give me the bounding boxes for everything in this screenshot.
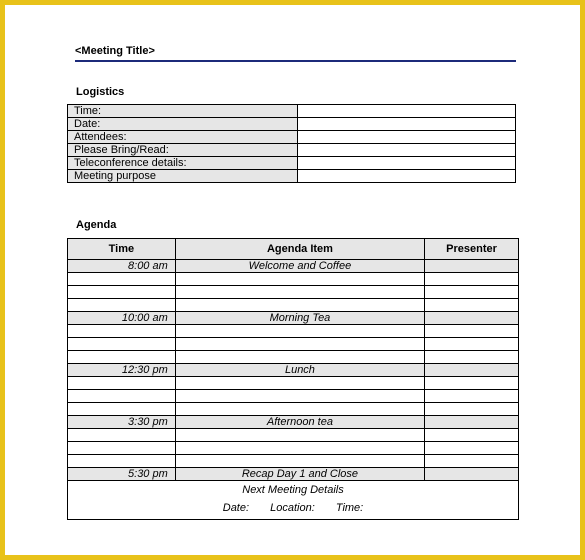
logistics-value[interactable] [298, 131, 516, 144]
agenda-presenter-cell[interactable] [425, 286, 519, 299]
agenda-item-cell[interactable] [175, 338, 424, 351]
agenda-time-cell[interactable] [68, 351, 176, 364]
agenda-presenter-cell[interactable] [425, 377, 519, 390]
agenda-item-cell[interactable] [175, 273, 424, 286]
agenda-time-cell[interactable] [68, 338, 176, 351]
agenda-row [68, 364, 519, 377]
agenda-time-cell[interactable] [68, 273, 176, 286]
next-meeting-date-label: Date: [222, 502, 250, 514]
agenda-row [68, 351, 519, 364]
agenda-presenter-cell[interactable] [425, 351, 519, 364]
agenda-item-cell[interactable] [175, 325, 424, 338]
agenda-presenter-cell[interactable] [425, 416, 519, 429]
agenda-presenter-cell[interactable] [425, 455, 519, 468]
logistics-label: Attendees: [68, 131, 298, 144]
logistics-value[interactable] [298, 105, 516, 118]
agenda-time-cell[interactable] [68, 429, 176, 442]
agenda-time-cell[interactable] [68, 286, 176, 299]
agenda-presenter-cell[interactable] [425, 325, 519, 338]
agenda-time-cell[interactable]: 5:30 pm [68, 468, 176, 481]
agenda-presenter-cell[interactable] [425, 429, 519, 442]
agenda-row [68, 442, 519, 455]
logistics-value[interactable] [298, 157, 516, 170]
agenda-table [67, 238, 519, 520]
agenda-presenter-cell[interactable] [425, 260, 519, 273]
agenda-item-cell[interactable]: Morning Tea [175, 312, 424, 325]
logistics-row [68, 157, 516, 170]
agenda-time-cell[interactable] [68, 299, 176, 312]
logistics-label: Meeting purpose [68, 170, 298, 183]
logistics-row [68, 118, 516, 131]
next-meeting-title: Next Meeting Details [242, 484, 344, 496]
meeting-title: <Meeting Title> [75, 45, 155, 57]
agenda-row [68, 429, 519, 442]
agenda-presenter-cell[interactable] [425, 299, 519, 312]
logistics-value[interactable] [298, 170, 516, 183]
agenda-row [68, 468, 519, 481]
agenda-presenter-cell[interactable] [425, 273, 519, 286]
agenda-row [68, 260, 519, 273]
agenda-presenter-cell[interactable] [425, 403, 519, 416]
logistics-label: Please Bring/Read: [68, 144, 298, 157]
agenda-item-cell[interactable]: Recap Day 1 and Close [175, 468, 424, 481]
agenda-heading: Agenda [76, 219, 117, 231]
agenda-presenter-cell[interactable] [425, 364, 519, 377]
agenda-time-cell[interactable] [68, 442, 176, 455]
agenda-item-cell[interactable] [175, 299, 424, 312]
agenda-header-row [68, 239, 519, 260]
logistics-row [68, 170, 516, 183]
document-page [5, 5, 580, 555]
agenda-row [68, 416, 519, 429]
agenda-row [68, 455, 519, 468]
agenda-item-cell[interactable] [175, 286, 424, 299]
agenda-time-cell[interactable] [68, 455, 176, 468]
title-underline [75, 60, 516, 62]
agenda-presenter-cell[interactable] [425, 468, 519, 481]
logistics-heading: Logistics [76, 86, 125, 98]
logistics-value[interactable] [298, 118, 516, 131]
agenda-time-cell[interactable]: 3:30 pm [68, 416, 176, 429]
agenda-header-item: Agenda Item [175, 239, 424, 260]
logistics-row [68, 105, 516, 118]
agenda-item-cell[interactable] [175, 403, 424, 416]
agenda-time-cell[interactable]: 10:00 am [68, 312, 176, 325]
agenda-row [68, 377, 519, 390]
next-meeting-location-label: Location: [270, 502, 315, 514]
next-meeting-fields [214, 499, 372, 517]
agenda-time-cell[interactable]: 12:30 pm [68, 364, 176, 377]
agenda-row [68, 312, 519, 325]
agenda-presenter-cell[interactable] [425, 338, 519, 351]
agenda-item-cell[interactable] [175, 429, 424, 442]
logistics-value[interactable] [298, 144, 516, 157]
logistics-label: Date: [68, 118, 298, 131]
agenda-row [68, 299, 519, 312]
agenda-row [68, 286, 519, 299]
agenda-row [68, 390, 519, 403]
agenda-item-cell[interactable]: Afternoon tea [175, 416, 424, 429]
agenda-row [68, 325, 519, 338]
next-meeting-time-label: Time: [335, 502, 364, 514]
agenda-time-cell[interactable] [68, 403, 176, 416]
logistics-label: Teleconference details: [68, 157, 298, 170]
agenda-header-presenter: Presenter [425, 239, 519, 260]
agenda-presenter-cell[interactable] [425, 390, 519, 403]
agenda-item-cell[interactable] [175, 390, 424, 403]
agenda-item-cell[interactable]: Lunch [175, 364, 424, 377]
agenda-item-cell[interactable] [175, 377, 424, 390]
agenda-item-cell[interactable] [175, 455, 424, 468]
agenda-time-cell[interactable] [68, 377, 176, 390]
agenda-item-cell[interactable]: Welcome and Coffee [175, 260, 424, 273]
agenda-item-cell[interactable] [175, 442, 424, 455]
agenda-time-cell[interactable]: 8:00 am [68, 260, 176, 273]
agenda-presenter-cell[interactable] [425, 312, 519, 325]
logistics-row [68, 144, 516, 157]
next-meeting-row [68, 481, 519, 520]
agenda-row [68, 403, 519, 416]
agenda-presenter-cell[interactable] [425, 442, 519, 455]
logistics-row [68, 131, 516, 144]
agenda-time-cell[interactable] [68, 390, 176, 403]
agenda-row [68, 273, 519, 286]
logistics-table [67, 104, 516, 183]
logistics-label: Time: [68, 105, 298, 118]
agenda-row [68, 338, 519, 351]
next-meeting-cell [68, 481, 519, 520]
agenda-time-cell[interactable] [68, 325, 176, 338]
agenda-header-time: Time [68, 239, 176, 260]
agenda-item-cell[interactable] [175, 351, 424, 364]
